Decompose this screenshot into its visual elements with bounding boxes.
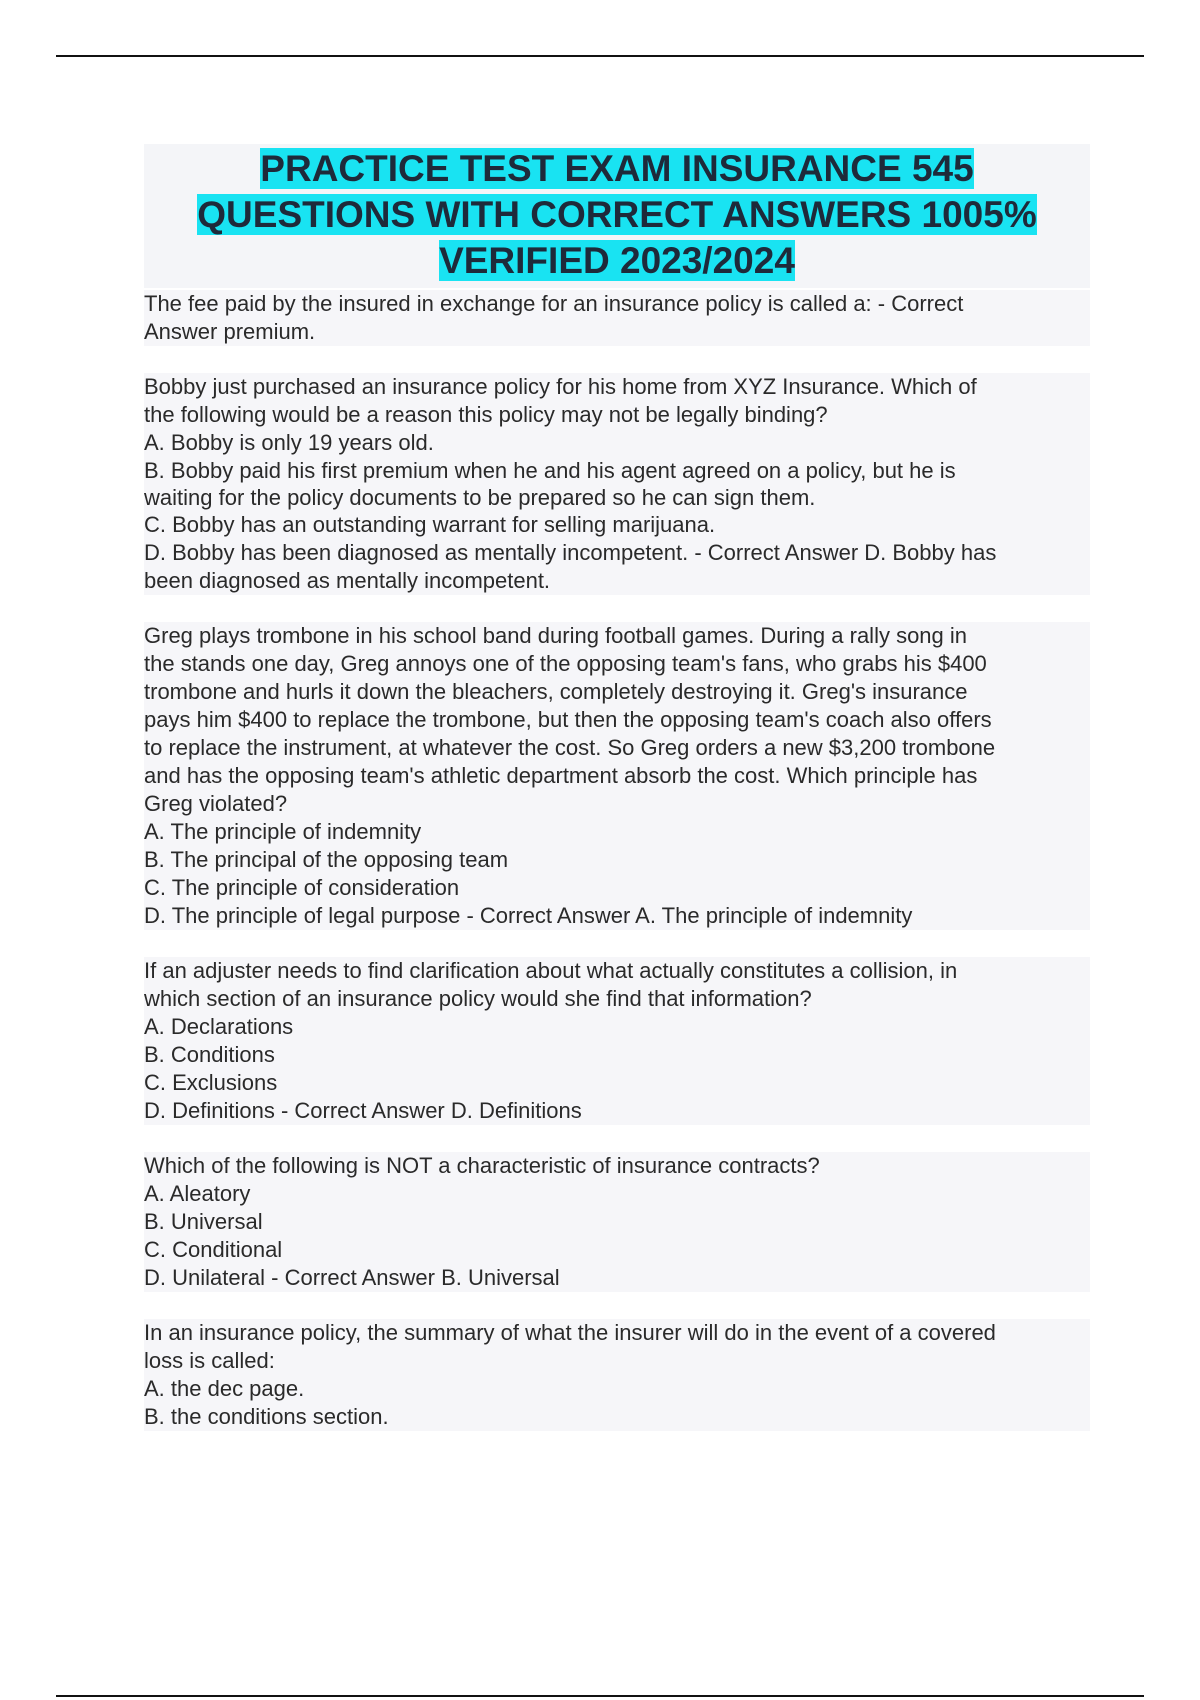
answer-option: waiting for the policy documents to be prepared so he can sign them. [144, 485, 1090, 511]
footer-rule [56, 1695, 1144, 1697]
question-text: Greg violated? [144, 790, 1090, 818]
answer-option: C. Bobby has an outstanding warrant for selling marijuana. [144, 511, 1090, 539]
answer-option: D. The principle of legal purpose - Correct Answer A. The principle of indemnity [144, 902, 1090, 930]
answer-option: B. Bobby paid his first premium when he and his agent agreed on a policy, but he is [144, 457, 1090, 485]
answer-text: Answer premium. [144, 318, 1090, 346]
question-text: which section of an insurance policy would she find that information? [144, 985, 1090, 1013]
answer-option: D. Bobby has been diagnosed as mentally incompetent. - Correct Answer D. Bobby has [144, 539, 1090, 567]
header-rule [56, 55, 1144, 57]
title-line: VERIFIED 2023/2024 [439, 240, 795, 281]
question-text: the stands one day, Greg annoys one of the opposing team's fans, who grabs his $400 [144, 650, 1090, 678]
answer-option: B. Universal [144, 1208, 1090, 1236]
answer-option: D. Unilateral - Correct Answer B. Universal [144, 1264, 1090, 1292]
question-text: In an insurance policy, the summary of what the insurer will do in the event of a covered [144, 1319, 1090, 1347]
answer-option: B. The principal of the opposing team [144, 846, 1090, 874]
question-text: to replace the instrument, at whatever the cost. So Greg orders a new $3,200 trombone [144, 734, 1090, 762]
question-text: The fee paid by the insured in exchange for an insurance policy is called a: - Correct [144, 290, 1090, 318]
answer-option: B. the conditions section. [144, 1403, 1090, 1431]
question-text: loss is called: [144, 1347, 1090, 1375]
question-text: pays him $400 to replace the trombone, but then the opposing team's coach also offers [144, 706, 1090, 734]
question-block [144, 622, 1090, 930]
question-block [144, 957, 1090, 1125]
question-text: Greg plays trombone in his school band during football games. During a rally song in [144, 622, 1090, 650]
document-title [144, 144, 1090, 288]
answer-text: been diagnosed as mentally incompetent. [144, 567, 1090, 595]
answer-option: C. The principle of consideration [144, 874, 1090, 902]
question-block [144, 1319, 1090, 1431]
answer-option: A. Bobby is only 19 years old. [144, 429, 1090, 457]
answer-option: A. Aleatory [144, 1180, 1090, 1208]
question-text: Which of the following is NOT a characteristic of insurance contracts? [144, 1152, 1090, 1180]
document-body [144, 144, 1090, 1458]
question-block [144, 1152, 1090, 1292]
answer-option: A. Declarations [144, 1013, 1090, 1041]
question-block [144, 290, 1090, 346]
answer-option: B. Conditions [144, 1041, 1090, 1069]
question-text: If an adjuster needs to find clarification about what actually constitutes a collision, in [144, 957, 1090, 985]
answer-option: A. the dec page. [144, 1375, 1090, 1403]
answer-option: D. Definitions - Correct Answer D. Definitions [144, 1097, 1090, 1125]
answer-option: A. The principle of indemnity [144, 818, 1090, 846]
answer-option: C. Exclusions [144, 1069, 1090, 1097]
question-text: the following would be a reason this policy may not be legally binding? [144, 401, 1090, 429]
question-block [144, 373, 1090, 595]
question-text: Bobby just purchased an insurance policy for his home from XYZ Insurance. Which of [144, 373, 1090, 401]
question-text: trombone and hurls it down the bleachers, completely destroying it. Greg's insurance [144, 678, 1090, 706]
title-line: PRACTICE TEST EXAM INSURANCE 545 [260, 148, 974, 189]
answer-option: C. Conditional [144, 1236, 1090, 1264]
question-text: and has the opposing team's athletic department absorb the cost. Which principle has [144, 762, 1090, 790]
title-line: QUESTIONS WITH CORRECT ANSWERS 1005% [197, 194, 1037, 235]
